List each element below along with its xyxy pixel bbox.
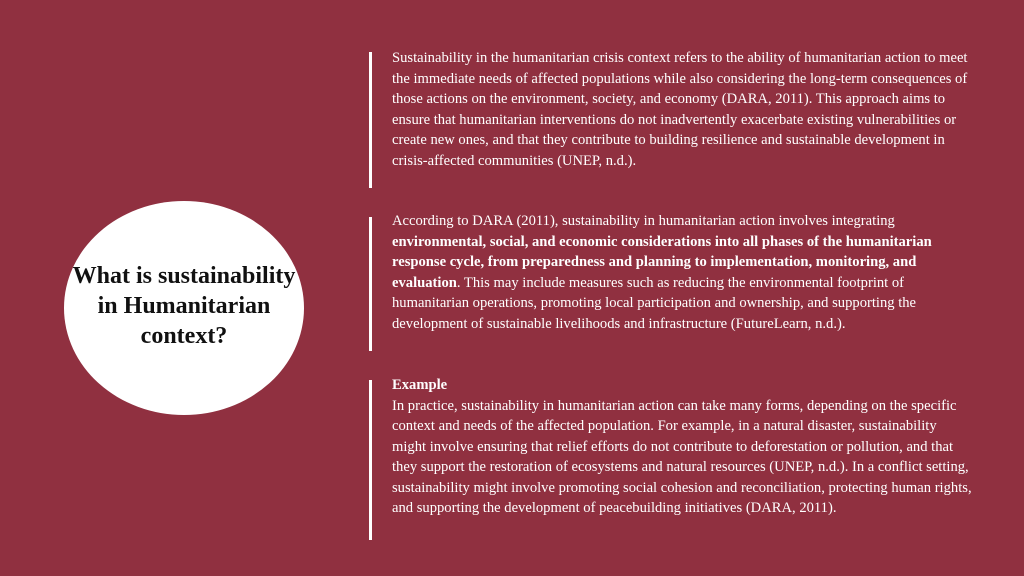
example-paragraph (392, 375, 972, 519)
example-body: In practice, sustainability in humanitarian action can take many forms, depending on the specific context and needs of the affected population. For example, in a natural disaster, sustainability might involve ensuring that relief efforts do not contribute to deforestation or pollution, and that they support the restoration of ecosystems and natural resources (UNEP, n.d.). In a conflict setting, sustainability might involve promoting social cohesion and reconciliation, protecting human rights, and supporting the development of peacebuilding initiatives (DARA, 2011). (392, 397, 972, 516)
accent-bar-1 (369, 52, 372, 188)
title-circle (64, 201, 304, 415)
definition-paragraph: Sustainability in the humanitarian crisis context refers to the ability of humanitarian action to meet the immediate needs of affected populations while also considering the long-term consequences of those actions on the environment, society, and economy (DARA, 2011). This approach aims to ensure that humanitarian interventions do not inadvertently exacerbate existing vulnerabilities or create new ones, and that they contribute to building resilience and sustainable development in crisis-affected communities (UNEP, n.d.). (392, 50, 968, 169)
dara-paragraph-emphasis: environmental, social, and economic considerations into all phases of the humanitarian response cycle, from preparedness and planning to implementation, monitoring, and evaluation (392, 233, 932, 291)
accent-bar-2 (369, 217, 372, 351)
dara-paragraph (392, 211, 972, 334)
example-heading: Example (392, 377, 448, 393)
slide-title: What is sustainability in Humanitarian context? (72, 263, 296, 349)
dara-paragraph-rest: . This may include measures such as reducing the environmental footprint of humanitarian operations, promoting local participation and ownership, and supporting the development of sustainable livelihoods and infrastructure (FutureLearn, n.d.). (392, 274, 917, 332)
dara-paragraph-intro: According to DARA (2011), sustainability in humanitarian action involves integrating (392, 213, 895, 229)
accent-bar-3 (369, 380, 372, 540)
